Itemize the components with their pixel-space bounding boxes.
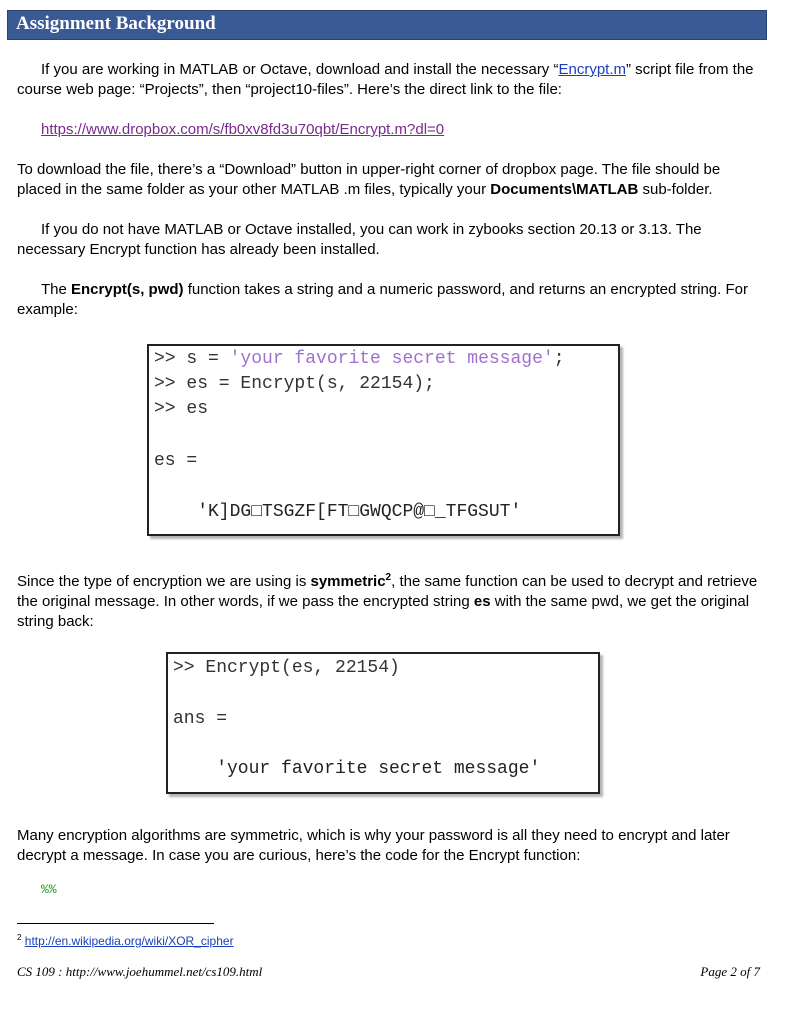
symmetric-paragraph: Since the type of encryption we are using is symmetric$^2$, the same function can be used to decrypt and retrieve the original message. In other words, if we pass the encrypted string es with the same pwd, we get the original string back: [17,572,758,630]
code-output: 'K]DG□TSGZF[FT□GWQCP@□_TFGSUT' [154,502,522,522]
code-example-encrypt [147,344,620,536]
code-line: >> Encrypt(es, 22154) [173,658,400,678]
intro-paragraph: If you are working in MATLAB or Octave, download and install the necessary “Encrypt.m” script file from the course web page: “Projects”, then “project10-files”. Here’s the direct link to the file: [17,61,754,98]
code-comment: %% [41,882,57,897]
footnote-link[interactable]: http://en.wikipedia.org/wiki/XOR_cipher [24,934,234,948]
code-example-decrypt [166,652,600,794]
code-output: 'your favorite secret message' [173,759,541,779]
encrypt-function-paragraph: The Encrypt(s, pwd) function takes a string and a numeric password, and returns an encrypted string. For example: [17,281,748,318]
code-line: >> es [154,399,209,419]
direct-link-paragraph [41,120,786,140]
code-line: es = [154,451,198,471]
zybooks-paragraph: If you do not have MATLAB or Octave installed, you can work in zybooks section 20.13 or 3.13. The necessary Encrypt function has already been installed. [17,221,702,258]
code-line: >> s = 'your favorite secret message'; [154,349,565,369]
code-line: ans = [173,709,228,729]
footer-page-number: Page 2 of 7 [700,964,760,979]
footnote-divider [17,923,214,924]
dropbox-link[interactable]: https://www.dropbox.com/s/fb0xv8fd3u70qbt/Encrypt.m?dl=0 [41,121,445,138]
code-line: >> es = Encrypt(s, 22154); [154,374,435,394]
encrypt-file-link[interactable]: Encrypt.m [558,61,626,78]
footnote: $^2$ http://en.wikipedia.org/wiki/XOR_cipher [17,933,234,948]
footer-course: CS 109 : http://www.joehummel.net/cs109.html [17,964,263,979]
symmetric-note-paragraph: Many encryption algorithms are symmetric, which is why your password is all they need to encrypt and later decrypt a message. In case you are curious, here’s the code for the Encrypt function: [17,827,730,864]
section-header [7,10,767,40]
footnote-ref: 2 [385,572,392,583]
section-title: Assignment Background [16,13,216,34]
download-paragraph: To download the file, there’s a “Download” button in upper-right corner of dropbox page. The file should be placed in the same folder as your other MATLAB .m files, typically your Documents\MATLAB sub-folder. [17,161,721,198]
